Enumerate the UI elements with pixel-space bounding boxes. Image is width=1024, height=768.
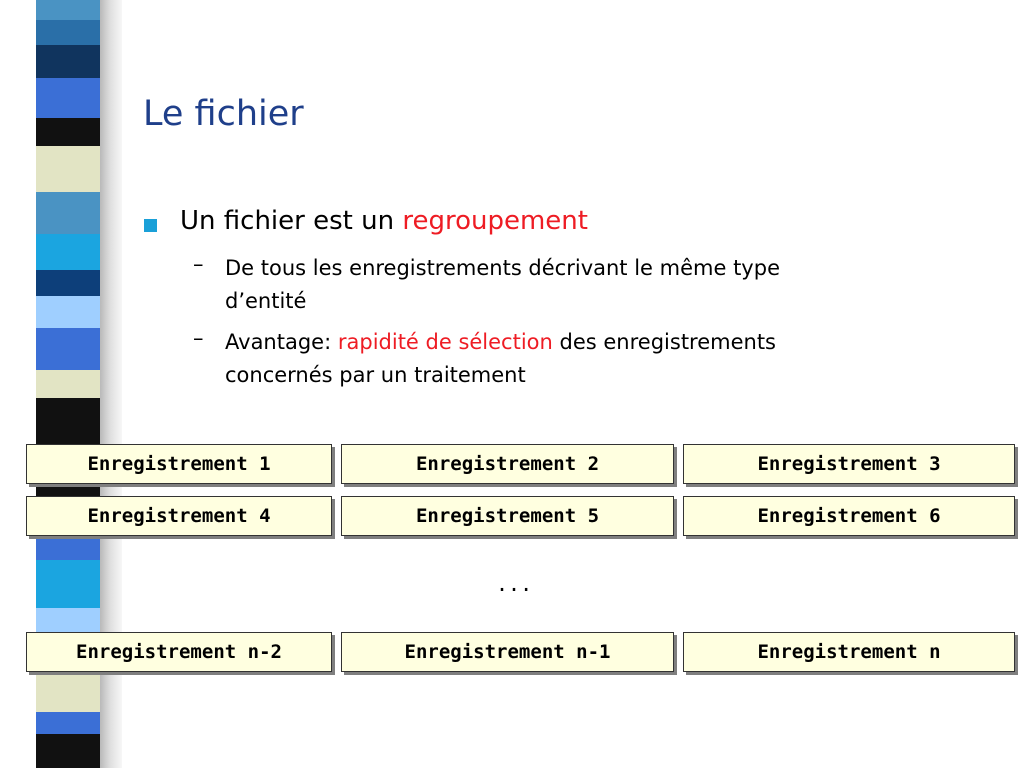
strip-block <box>36 296 100 328</box>
sub-bullet-dash: – <box>193 326 204 350</box>
sub-bullet-1 <box>225 252 925 318</box>
strip-block <box>36 712 100 734</box>
strip-block <box>36 0 100 20</box>
record-box: Enregistrement n <box>683 632 1015 672</box>
strip-block <box>36 118 100 146</box>
records-ellipsis: ... <box>496 572 533 596</box>
strip-block <box>36 672 100 712</box>
bullet-main <box>180 206 588 236</box>
record-box: Enregistrement 3 <box>683 444 1015 484</box>
strip-block <box>36 192 100 234</box>
record-box: Enregistrement n-2 <box>26 632 332 672</box>
strip-block <box>36 78 100 118</box>
sub-bullet-2-before: Avantage: <box>225 330 338 354</box>
sub-bullet-1-line1: De tous les enregistrements décrivant le même type <box>225 256 780 280</box>
strip-block <box>36 370 100 398</box>
strip-block <box>36 270 100 296</box>
record-box: Enregistrement 1 <box>26 444 332 484</box>
strip-block <box>36 734 100 768</box>
sub-bullet-2-highlight: rapidité de sélection <box>337 330 553 354</box>
strip-block <box>36 20 100 45</box>
record-box: Enregistrement 5 <box>341 496 674 536</box>
bullet-square-icon <box>144 219 157 232</box>
sub-bullet-dash: – <box>193 252 204 276</box>
strip-block <box>36 234 100 270</box>
bullet-main-text: Un fichier est un <box>180 206 403 236</box>
sub-bullet-2-after: des enregistrements <box>552 330 776 354</box>
slide-title: Le fichier <box>143 94 304 134</box>
record-box: Enregistrement 2 <box>341 444 674 484</box>
sub-bullet-2-line1 <box>225 326 925 359</box>
record-box: Enregistrement 6 <box>683 496 1015 536</box>
record-box: Enregistrement 4 <box>26 496 332 536</box>
sub-bullet-1-line2: d’entité <box>225 289 307 313</box>
strip-block <box>36 45 100 78</box>
strip-block <box>36 560 100 608</box>
bullet-main-highlight: regroupement <box>402 206 588 236</box>
strip-block <box>36 328 100 370</box>
sub-bullet-2 <box>225 326 925 392</box>
strip-block <box>36 146 100 192</box>
record-box: Enregistrement n-1 <box>341 632 674 672</box>
sub-bullet-2-line2: concernés par un traitement <box>225 363 526 387</box>
